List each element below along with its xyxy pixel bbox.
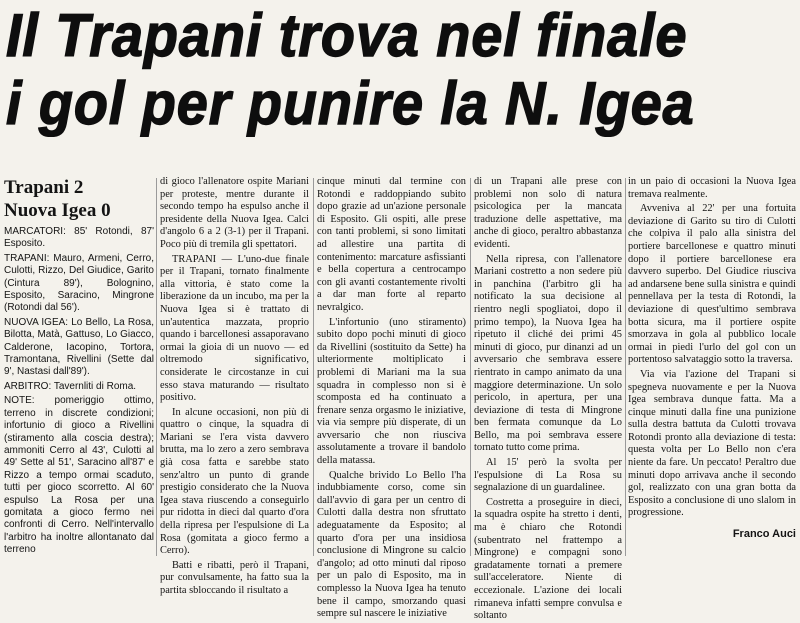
column-divider (156, 178, 157, 556)
article-paragraph: di un Trapani alle prese con problemi non solo di natura psicologica per la mancata traduzione delle aspettative, ma anche di gioco, peraltro abbastanza evidenti. (474, 176, 622, 250)
article-paragraph: Avveniva al 22' per una fortuita deviazione di Garito su tiro di Culotti che colpiva il palo alla sinistra del portiere barcellonese e quattro minuti dopo il portiere barcellonese era davvero superbo. Del Giudice riusciva ad andarsene bene sulla sinistra e quindi pennellava per la testa di Rotondi, la deviazione di quest'ultimo sembrava botta sicura, ma il portiere ospite smorzava in gola al pubblico locale ormai in piedi l'urlo del gol con un portentoso salvataggio sotto la traversa. (628, 203, 796, 366)
article-paragraph: In alcune occasioni, non più di quattro o cinque, la squadra di Mariani se l'era vista davvero brutta, ma lo zero a zero sembrava già cosa fatta e sarebbe stato senz'altro un punto di grande prestigio considerato che la Nuova Igea stava riuscendo a conseguirlo pur ridotta in dieci dal quarto d'ora della ripresa per l'espulsione di La Rosa (gomitata a gioco fermo a Cerro). (160, 406, 309, 557)
article-paragraph: L'infortunio (uno stiramento) subito dopo pochi minuti di gioco da Rivellini (sostituito da Sette) ha ulteriormente moltiplicato i problemi di Mariani ma la sua squadra in complesso non si è scomposta ed ha continuato a frenare senza orgasmo le iniziative, via via sempre più disperate, di un avversario che non riusciva assolutamente a trovare il bandolo della matassa. (317, 316, 466, 467)
column-divider (625, 178, 626, 556)
match-summary-column (4, 176, 154, 561)
score-line-nuova-igea: Nuova Igea 0 (4, 200, 111, 221)
article-column-2 (160, 176, 309, 596)
article-paragraph: Qualche brivido Lo Bello l'ha indubbiamente corso, come sin dall'avvio di gara per un centro di Culotti dalla destra non sfruttato adeguatamente da Esposito; al quarto d'ora per una insidiosa conclusione di Mingrone su calcio d'angolo; ad otto minuti dal riposo per un palo di Esposito, ma in complesso la Nuova Igea ha tenuto bene il campo, smorzando quasi sempre sul nascere le iniziative (317, 469, 466, 620)
trapani-lineup: TRAPANI: Mauro, Armeni, Cerro, Culotti, Rizzo, Del Giudice, Garito (Cintura 89'), Bolognino, Esposito, Saracino, Mingrone (Rotondi dal 56'). (4, 252, 154, 314)
scorers-text: MARCATORI: 85' Rotondi, 87' Esposito. (4, 226, 154, 250)
column-divider (470, 178, 471, 556)
article-paragraph: Costretta a proseguire in dieci, la squadra ospite ha stretto i denti, ma è chiaro che Rotondi (subentrato nel frattempo a Mingrone) e compagni sono gradatamente tornati a premere sull'acceleratore. Niente di eccezionale. L'azione dei locali rimaneva infatti sempre convulsa e soltanto (474, 496, 622, 622)
article-column-3 (317, 176, 466, 620)
article-column-4 (474, 176, 622, 622)
referee-text: ARBITRO: Tavernliti di Roma. (4, 380, 137, 392)
article-paragraph: di gioco l'allenatore ospite Mariani per proteste, mentre durante il secondo tempo ha espulso anche il presidente della Nuova Igea. Calci d'angolo 6 a 2 (3-1) per il Trapani. Poco più di tremila gli spettatori. (160, 176, 309, 250)
headline-line-2: i gol per punire la N. Igea (6, 70, 695, 137)
nuova-igea-lineup: NUOVA IGEA: Lo Bello, La Rosa, Bilotta, Matà, Gattuso, Lo Giacco, Calderone, Iacopino, Tortora, Tramontana, Rivellini (Sette dal 9', Nastasi dall'89'). (4, 316, 154, 378)
notes-text: NOTE: pomeriggio ottimo, terreno in discrete condizioni; infortunio di gioco a Rivellini (stiramento alla coscia destra); ammoniti Cerro al 43', Culotti al 49' Sette al 51', Saracino all'87' e Rizzo a tempo ormai scaduto, tutti per gioco scorretto. Al 60' espulso La Rosa per una gomitata a gioco fermo nei confronti di Cerro. Nell'intervallo l'arbitro ha inoltre allontanato dal terreno (4, 395, 154, 556)
headline-line-1: Il Trapani trova nel finale (6, 2, 688, 69)
column-divider (313, 178, 314, 556)
article-paragraph: Via via l'azione del Trapani si spegneva nuovamente e per la Nuova Igea sembrava dunque fatta. Ma a cinque minuti dalla fine una punizione sulla destra battuta da Culotti trovava Rotondi pronto alla deviazione di testa: questa volta per Lo Bello non c'era niente da fare. Un peccato! Peraltro due minuti dopo arrivava anche il secondo gol, realizzato con una gran botta da Esposito a conclusione di uno slalom in progressione. (628, 368, 796, 519)
author-byline: Franco Auci (732, 528, 796, 541)
article-paragraph: cinque minuti dal termine con Rotondi e raddoppiando subito dopo grazie ad un'azione personale di Esposito. Gli ospiti, alle prese con tanti problemi, si sono limitati ad allestire una partita di contenimento: marcature asfissianti e bella copertura a centrocampo con gli avanti costantemente rivolti a dar man forte al reparto nevralgico. (317, 176, 466, 313)
article-paragraph: in un paio di occasioni la Nuova Igea tremava realmente. (628, 176, 796, 200)
article-paragraph: TRAPANI — L'uno-due finale per il Trapani, tornato finalmente alla vittoria, è stato come la liberazione da un incubo, ma per la Nuova Igea si è trattato di un'autentica mazzata, proprio quando i barcellonesi assaporavano ormai la gioia di un nuovo — ed oltremodo significativo, considerate le circostanze in cui esso stava maturando — risultato positivo. (160, 253, 309, 404)
score-line-trapani: Trapani 2 (4, 177, 84, 198)
article-column-5 (628, 176, 796, 561)
match-score-title (4, 176, 154, 222)
headline (6, 2, 741, 138)
article-paragraph: Nella ripresa, con l'allenatore Mariani costretto a non sedere più in panchina (l'arbitro gli ha notificato la sua decisione al rientro negli spogliatoi, dopo il primo tempo), la Nuova Igea ha ripetuto il cliché dei primi 45 minuti di gioco, pur dinanzi ad un avversario che sembrava essere rientrato in campo animato da una maggiore determinazione. Un solo pericolo, in apertura, per una deviazione di testa di Mingrone ben fermata comunque da Lo Bello, ma poi sembrava essere tornato tutto come prima. (474, 253, 622, 454)
article-paragraph: Batti e ribatti, però il Trapani, pur convulsamente, ha fatto sua la partita sbloccando il risultato a (160, 559, 309, 596)
article-paragraph: Al 15' però la svolta per l'espulsione di La Rosa su segnalazione di un guardalinee. (474, 457, 622, 494)
